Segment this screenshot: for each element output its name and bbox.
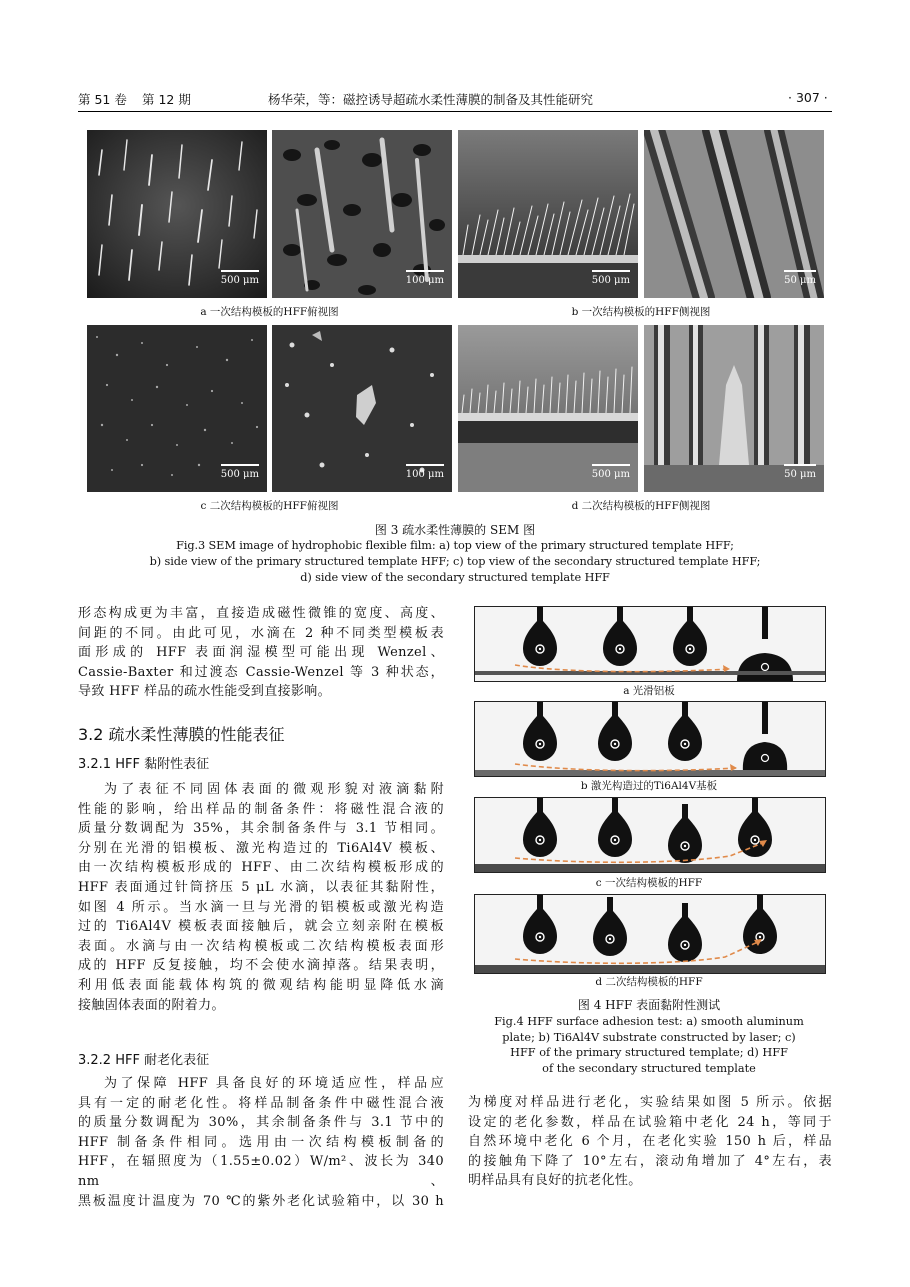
scale-bar: 100 μm bbox=[405, 275, 444, 286]
sem-image-c1-top-view bbox=[87, 325, 267, 492]
fig4-caption-en-line: plate; b) Ti6Al4V substrate constructed by laser; c) bbox=[502, 1030, 796, 1044]
fig3-caption-en-line: d) side view of the secondary structured template HFF bbox=[300, 571, 610, 584]
paragraph-line: 形态构成更为丰富，直接造成磁性微锥的宽度、高度、 bbox=[78, 606, 444, 621]
sem-image-a1-top-view bbox=[87, 130, 267, 298]
paragraph-line: 接触固体表面的附着力。 bbox=[78, 997, 225, 1013]
paragraph-line: Cassie-Baxter 和过渡态 Cassie-Wenzel 等 3 种状态， bbox=[78, 664, 444, 680]
sem-image-b2-side-view-zoom bbox=[644, 130, 824, 298]
paragraph-line: HFF，在辐照度为（1.55±0.02）W/m²、波长为 340 nm、 bbox=[78, 1154, 444, 1189]
paragraph-line: 间距的不同。由此可见，水滴在 2 种不同类型模板表 bbox=[78, 625, 444, 641]
header-rule bbox=[78, 111, 832, 112]
fig3-caption-en bbox=[60, 538, 850, 586]
fig4-subcaption-c: c 一次结构模板的HFF bbox=[595, 877, 703, 889]
sem-image-c2-top-view-zoom bbox=[272, 325, 452, 492]
paragraph-line: 设定的老化参数，样品在试验箱中老化 24 h，等同于 bbox=[468, 1114, 832, 1130]
paragraph-line: 具有一定的耐老化性。将样品制备条件中磁性混合液 bbox=[78, 1095, 444, 1111]
paragraph-line: 成的 HFF 反复接触，均不会使水滴掉落。结果表明， bbox=[78, 958, 444, 974]
sem-image-d1-side-view bbox=[458, 325, 638, 492]
fig3-subcaption-d: d 二次结构模板的HFF侧视图 bbox=[571, 500, 711, 512]
adhesion-panel-a bbox=[474, 606, 826, 682]
left-column bbox=[78, 604, 444, 702]
scale-bar: 500 μm bbox=[591, 275, 630, 286]
header-volume: 第 51 卷 bbox=[78, 92, 127, 107]
sem-image-a2-top-view-zoom bbox=[272, 130, 452, 298]
fig4-caption-en-line: HFF of the primary structured template; d) HFF bbox=[510, 1046, 788, 1059]
adhesion-panel-c bbox=[474, 797, 826, 873]
paragraph-line: 过的 Ti6Al4V 模板表面接触后，就会立刻亲附在模板 bbox=[78, 919, 444, 935]
sem-image-b1-side-view bbox=[458, 130, 638, 298]
paragraph-line: 面形成的 HFF 表面润湿模型可能出现 Wenzel、 bbox=[78, 645, 444, 661]
paragraph-line: 黑板温度计温度为 70 ℃的紫外老化试验箱中，以 30 h bbox=[78, 1193, 444, 1209]
paragraph-line: 自然环境中老化 6 个月，在老化实验 150 h 后，样品 bbox=[468, 1134, 832, 1150]
fig4-caption-cn: 图 4 HFF 表面黏附性测试 bbox=[577, 998, 721, 1012]
fig4-caption-en bbox=[464, 1014, 834, 1076]
section-heading-3-2-1: 3.2.1 HFF 黏附性表征 bbox=[78, 757, 210, 772]
paragraph-line: 为了表征不同固体表面的微观形貌对液滴黏附 bbox=[104, 782, 444, 797]
fig3-subcaption-a: a 一次结构模板的HFF俯视图 bbox=[200, 306, 339, 318]
paragraph-line: 为了保障 HFF 具备良好的环境适应性，样品应 bbox=[104, 1076, 444, 1091]
left-column-para2 bbox=[78, 780, 444, 1015]
scale-bar: 500 μm bbox=[220, 469, 259, 480]
scale-bar: 50 μm bbox=[784, 275, 816, 286]
paragraph-line: 分别在光滑的铝模板、激光构造过的 Ti6Al4V 模板、 bbox=[78, 840, 444, 856]
paragraph-line: HFF 制备条件相同。选用由一次结构模板制备的 bbox=[78, 1134, 444, 1150]
adhesion-panel-b bbox=[474, 701, 826, 777]
left-column-para3 bbox=[78, 1074, 444, 1211]
scale-bar: 500 μm bbox=[591, 469, 630, 480]
scale-bar: 50 μm bbox=[784, 469, 816, 480]
fig4-subcaption-a: a 光滑铝板 bbox=[623, 685, 675, 697]
paragraph-line: 的质量分数调配为 30%，其余制备条件与 3.1 节中的 bbox=[78, 1115, 444, 1131]
paragraph-line: 导致 HFF 样品的疏水性能受到直接影响。 bbox=[78, 684, 331, 700]
paragraph-line: 利用低表面能载体构筑的微观结构能明显降低水滴 bbox=[78, 977, 444, 993]
fig4-caption-en-line: Fig.4 HFF surface adhesion test: a) smooth aluminum bbox=[494, 1015, 804, 1028]
fig4-subcaption-d: d 二次结构模板的HFF bbox=[595, 976, 703, 988]
sem-image-d2-side-view-zoom bbox=[644, 325, 824, 492]
paragraph-line: 的接触角下降了 10°左右，滚动角增加了 4°左右，表 bbox=[468, 1153, 832, 1169]
right-column bbox=[468, 1093, 832, 1191]
header-page-number: · 307 · bbox=[788, 90, 828, 105]
fig3-subcaption-c: c 二次结构模板的HFF俯视图 bbox=[200, 500, 339, 512]
paragraph-line: 明样品具有良好的抗老化性。 bbox=[468, 1173, 642, 1189]
paragraph-line: 质量分数调配为 35%，其余制备条件与 3.1 节相同。 bbox=[78, 821, 444, 837]
scale-bar: 100 μm bbox=[405, 469, 444, 480]
scale-bar: 500 μm bbox=[220, 275, 259, 286]
paragraph-line: 表面。水滴与由一次结构模板或二次结构模板表面形 bbox=[78, 938, 444, 954]
fig3-caption-cn: 图 3 疏水柔性薄膜的 SEM 图 bbox=[374, 523, 536, 537]
paragraph-line: 性能的影响，给出样品的制备条件：将磁性混合液的 bbox=[78, 801, 444, 817]
header-issue: 第 12 期 bbox=[142, 92, 191, 107]
paragraph-line: HFF 表面通过针筒挤压 5 μL 水滴，以表征其黏附性， bbox=[78, 879, 444, 895]
fig3-caption-en-line: b) side view of the primary structured template HFF; c) top view of the secondary structured template HFF; bbox=[149, 555, 761, 568]
paragraph-line: 由一次结构模板形成的 HFF、由二次结构模板形成的 bbox=[78, 860, 444, 876]
fig3-caption-en-line: Fig.3 SEM image of hydrophobic flexible film: a) top view of the primary structured template HFF; bbox=[176, 539, 734, 552]
fig4-subcaption-b: b 激光构造过的Ti6Al4V基板 bbox=[580, 780, 718, 792]
paragraph-line: 为梯度对样品进行老化，实验结果如图 5 所示。依据 bbox=[468, 1095, 832, 1110]
fig3-subcaption-b: b 一次结构模板的HFF侧视图 bbox=[571, 306, 711, 318]
section-heading-3-2: 3.2 疏水柔性薄膜的性能表征 bbox=[78, 725, 285, 744]
paragraph-line: 如图 4 所示。当水滴一旦与光滑的铝模板或激光构造 bbox=[78, 899, 444, 915]
section-heading-3-2-2: 3.2.2 HFF 耐老化表征 bbox=[78, 1053, 210, 1068]
header-running-title: 杨华荣，等：磁控诱导超疏水柔性薄膜的制备及其性能研究 bbox=[268, 92, 594, 107]
fig4-caption-en-line: of the secondary structured template bbox=[542, 1061, 756, 1075]
adhesion-panel-d bbox=[474, 894, 826, 974]
